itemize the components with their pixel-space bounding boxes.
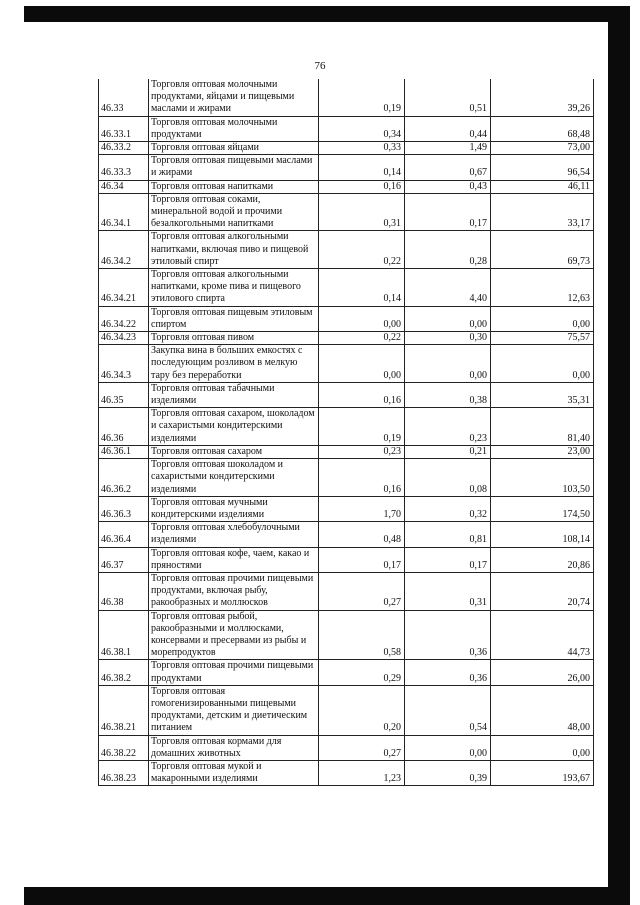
row-code: 46.34.3 (99, 345, 149, 383)
scan-border-top (24, 6, 630, 22)
row-value-3: 69,73 (491, 231, 594, 269)
row-code: 46.37 (99, 547, 149, 572)
row-value-2: 0,31 (405, 572, 491, 610)
row-value-3: 96,54 (491, 155, 594, 180)
row-value-2: 0,30 (405, 332, 491, 345)
row-name: Торговля оптовая пищевыми маслами и жирами (149, 155, 319, 180)
scan-margin-left (0, 0, 24, 905)
table-row (99, 735, 594, 760)
row-code: 46.33.3 (99, 155, 149, 180)
row-value-2: 0,00 (405, 735, 491, 760)
row-value-1: 0,27 (319, 735, 405, 760)
row-value-3: 35,31 (491, 382, 594, 407)
row-value-2: 0,21 (405, 445, 491, 458)
table-row (99, 382, 594, 407)
table-row (99, 231, 594, 269)
row-value-3: 23,00 (491, 445, 594, 458)
row-code: 46.38.23 (99, 760, 149, 785)
row-value-2: 0,36 (405, 610, 491, 660)
table-row (99, 116, 594, 141)
row-name: Торговля оптовая сахаром (149, 445, 319, 458)
row-value-1: 0,23 (319, 445, 405, 458)
row-code: 46.36.1 (99, 445, 149, 458)
row-value-3: 33,17 (491, 193, 594, 231)
row-name: Торговля оптовая молочными продуктами, яйцами и пищевыми маслами и жирами (149, 79, 319, 116)
row-name: Торговля оптовая гомогенизированными пищевыми продуктами, детским и диетическим питанием (149, 685, 319, 735)
row-value-2: 0,38 (405, 382, 491, 407)
row-value-3: 48,00 (491, 685, 594, 735)
table-row (99, 459, 594, 497)
row-value-1: 0,34 (319, 116, 405, 141)
row-name: Торговля оптовая сахаром, шоколадом и сахаристыми кондитерскими изделиями (149, 408, 319, 446)
row-value-1: 0,14 (319, 269, 405, 307)
row-value-3: 81,40 (491, 408, 594, 446)
data-table (98, 79, 594, 786)
row-code: 46.35 (99, 382, 149, 407)
row-code: 46.34.2 (99, 231, 149, 269)
row-code: 46.34 (99, 180, 149, 193)
row-value-1: 0,16 (319, 180, 405, 193)
row-value-2: 0,36 (405, 660, 491, 685)
table-row (99, 306, 594, 331)
row-name: Торговля оптовая алкогольными напитками, включая пиво и пищевой этиловый спирт (149, 231, 319, 269)
row-name: Торговля оптовая напитками (149, 180, 319, 193)
row-value-2: 0,81 (405, 522, 491, 547)
row-code: 46.36.2 (99, 459, 149, 497)
table-row (99, 408, 594, 446)
row-value-3: 12,63 (491, 269, 594, 307)
table-row (99, 155, 594, 180)
table-row (99, 269, 594, 307)
row-code: 46.38.22 (99, 735, 149, 760)
table-row (99, 685, 594, 735)
table-row (99, 547, 594, 572)
row-value-1: 0,33 (319, 142, 405, 155)
row-value-2: 0,17 (405, 193, 491, 231)
row-name: Торговля оптовая пищевым этиловым спиртом (149, 306, 319, 331)
row-name: Торговля оптовая молочными продуктами (149, 116, 319, 141)
row-value-1: 0,16 (319, 382, 405, 407)
row-code: 46.38.2 (99, 660, 149, 685)
row-value-1: 0,22 (319, 231, 405, 269)
row-value-3: 73,00 (491, 142, 594, 155)
row-value-1: 0,27 (319, 572, 405, 610)
row-value-2: 4,40 (405, 269, 491, 307)
row-value-3: 108,14 (491, 522, 594, 547)
row-value-1: 1,23 (319, 760, 405, 785)
row-value-2: 0,00 (405, 306, 491, 331)
row-name: Торговля оптовая мучными кондитерскими изделиями (149, 496, 319, 521)
row-value-2: 0,17 (405, 547, 491, 572)
row-name: Торговля оптовая табачными изделиями (149, 382, 319, 407)
row-code: 46.33.2 (99, 142, 149, 155)
row-code: 46.36.3 (99, 496, 149, 521)
row-code: 46.33 (99, 79, 149, 116)
row-name: Закупка вина в больших емкостях с последующим розливом в мелкую тару без переработки (149, 345, 319, 383)
row-value-2: 0,67 (405, 155, 491, 180)
row-value-1: 0,00 (319, 345, 405, 383)
row-value-1: 0,58 (319, 610, 405, 660)
table-row (99, 142, 594, 155)
row-code: 46.38.1 (99, 610, 149, 660)
row-value-2: 0,44 (405, 116, 491, 141)
table-row (99, 445, 594, 458)
row-value-1: 0,14 (319, 155, 405, 180)
table-row (99, 180, 594, 193)
row-value-1: 0,22 (319, 332, 405, 345)
row-value-2: 0,32 (405, 496, 491, 521)
row-name: Торговля оптовая пивом (149, 332, 319, 345)
row-value-2: 0,54 (405, 685, 491, 735)
row-name: Торговля оптовая яйцами (149, 142, 319, 155)
row-name: Торговля оптовая хлебобулочными изделиями (149, 522, 319, 547)
row-value-3: 0,00 (491, 306, 594, 331)
row-value-3: 174,50 (491, 496, 594, 521)
row-value-3: 20,74 (491, 572, 594, 610)
row-value-1: 0,29 (319, 660, 405, 685)
table-row (99, 660, 594, 685)
row-value-3: 68,48 (491, 116, 594, 141)
row-name: Торговля оптовая прочими пищевыми продуктами (149, 660, 319, 685)
row-value-3: 103,50 (491, 459, 594, 497)
table-row (99, 496, 594, 521)
scan-border-bottom (24, 887, 630, 905)
row-value-1: 0,31 (319, 193, 405, 231)
row-name: Торговля оптовая алкогольными напитками, кроме пива и пищевого этилового спирта (149, 269, 319, 307)
row-value-3: 75,57 (491, 332, 594, 345)
page-number: 76 (314, 60, 326, 72)
row-name: Торговля оптовая рыбой, ракообразными и моллюсками, консервами и пресервами из рыбы и морепродуктов (149, 610, 319, 660)
row-value-1: 1,70 (319, 496, 405, 521)
table-body (99, 79, 594, 786)
scan-border-right (608, 6, 630, 901)
row-value-3: 39,26 (491, 79, 594, 116)
table-row (99, 760, 594, 785)
row-code: 46.33.1 (99, 116, 149, 141)
row-value-1: 0,19 (319, 408, 405, 446)
table-row (99, 193, 594, 231)
row-code: 46.36.4 (99, 522, 149, 547)
row-code: 46.36 (99, 408, 149, 446)
row-code: 46.38 (99, 572, 149, 610)
row-value-3: 0,00 (491, 735, 594, 760)
row-code: 46.34.1 (99, 193, 149, 231)
row-value-1: 0,20 (319, 685, 405, 735)
row-name: Торговля оптовая шоколадом и сахаристыми кондитерскими изделиями (149, 459, 319, 497)
table-row (99, 522, 594, 547)
row-value-1: 0,16 (319, 459, 405, 497)
row-code: 46.38.21 (99, 685, 149, 735)
row-value-3: 193,67 (491, 760, 594, 785)
row-value-3: 20,86 (491, 547, 594, 572)
table-row (99, 332, 594, 345)
row-value-3: 46,11 (491, 180, 594, 193)
row-value-2: 0,00 (405, 345, 491, 383)
row-value-1: 0,00 (319, 306, 405, 331)
row-value-2: 0,08 (405, 459, 491, 497)
row-value-1: 0,17 (319, 547, 405, 572)
table-row (99, 79, 594, 116)
row-value-3: 44,73 (491, 610, 594, 660)
row-name: Торговля оптовая мукой и макаронными изделиями (149, 760, 319, 785)
table-row (99, 610, 594, 660)
row-value-2: 0,23 (405, 408, 491, 446)
row-value-2: 0,43 (405, 180, 491, 193)
row-name: Торговля оптовая кормами для домашних животных (149, 735, 319, 760)
row-code: 46.34.21 (99, 269, 149, 307)
row-value-2: 0,39 (405, 760, 491, 785)
row-code: 46.34.23 (99, 332, 149, 345)
row-name: Торговля оптовая прочими пищевыми продуктами, включая рыбу, ракообразных и моллюсков (149, 572, 319, 610)
row-name: Торговля оптовая соками, минеральной водой и прочими безалкогольными напитками (149, 193, 319, 231)
row-value-2: 1,49 (405, 142, 491, 155)
row-value-2: 0,51 (405, 79, 491, 116)
row-name: Торговля оптовая кофе, чаем, какао и пряностями (149, 547, 319, 572)
row-value-3: 26,00 (491, 660, 594, 685)
row-value-2: 0,28 (405, 231, 491, 269)
row-value-1: 0,48 (319, 522, 405, 547)
row-code: 46.34.22 (99, 306, 149, 331)
table-row (99, 345, 594, 383)
row-value-3: 0,00 (491, 345, 594, 383)
table-row (99, 572, 594, 610)
row-value-1: 0,19 (319, 79, 405, 116)
